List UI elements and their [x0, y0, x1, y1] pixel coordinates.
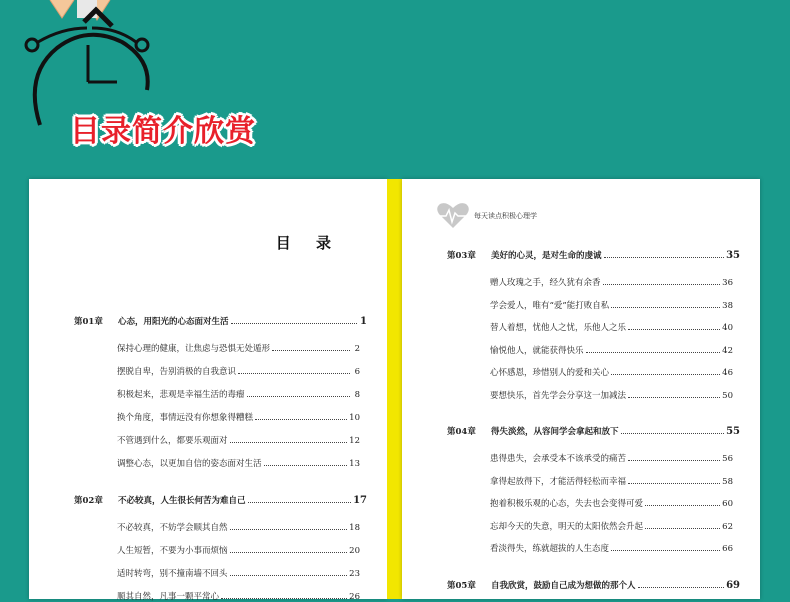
toc-entry-title: 顺其自然，凡事一颗平常心	[117, 592, 220, 602]
toc-item-row	[490, 497, 733, 509]
toc-item-row	[490, 389, 733, 401]
dot-leader	[628, 460, 720, 461]
toc-page-number: 40	[722, 323, 733, 333]
toc-item-row	[490, 520, 733, 532]
toc-page-number: 10	[349, 413, 360, 423]
dot-leader	[231, 323, 357, 324]
dot-leader	[611, 374, 720, 375]
toc-chapter-number: 第05章	[447, 580, 476, 591]
toc-entry-title: 美好的心灵，是对生命的虔诚	[491, 251, 602, 261]
toc-entry-title: 抱着积极乐观的心态，失去也会变得可爱	[490, 499, 644, 509]
toc-page-number: 56	[722, 454, 733, 464]
toc-right-page	[402, 179, 760, 599]
toc-chapter-number: 第04章	[447, 427, 476, 437]
toc-entry-title: 自我欣赏，鼓励自己成为想做的那个人	[491, 580, 636, 591]
toc-entry-title: 看淡得失，练就超拔的人生态度	[490, 544, 610, 554]
section-banner-title: 目录简介欣赏	[70, 114, 256, 149]
toc-entry-title: 适时转弯，别不撞南墙不回头	[117, 569, 228, 579]
dot-leader	[611, 550, 720, 551]
heart-logo-icon	[436, 202, 470, 230]
dot-leader	[603, 284, 721, 285]
toc-page-number: 38	[722, 300, 733, 311]
toc-item-row	[117, 434, 360, 446]
toc-entry-title: 心态，用阳光的心态面对生活	[118, 317, 229, 327]
dot-leader	[230, 552, 348, 553]
toc-page-number: 50	[722, 390, 733, 401]
toc-entry-title: 要想快乐，首先学会分享这一加减法	[490, 390, 627, 401]
toc-page-number: 60	[722, 499, 733, 509]
toc-page-number: 13	[349, 459, 360, 469]
toc-chapter-row	[447, 579, 740, 591]
dot-leader	[272, 350, 350, 351]
toc-item-row	[117, 567, 360, 579]
toc-item-row	[490, 344, 733, 356]
toc-entry-title: 不管遇到什么，都要乐观面对	[117, 436, 228, 446]
dot-leader	[586, 352, 721, 353]
toc-chapter-row	[447, 249, 740, 261]
toc-page-number: 36	[722, 278, 733, 288]
dot-leader	[604, 257, 725, 258]
toc-item-row	[117, 544, 360, 556]
dot-leader	[255, 419, 347, 420]
dot-leader	[628, 397, 720, 398]
toc-page-number: 62	[722, 521, 733, 532]
toc-page-number: 69	[726, 579, 740, 591]
toc-item-row	[490, 475, 733, 487]
running-header	[436, 202, 537, 230]
dot-leader	[628, 329, 720, 330]
dot-leader	[230, 529, 348, 530]
dot-leader	[238, 373, 350, 374]
toc-page-number: 35	[726, 250, 740, 261]
toc-item-row	[117, 365, 360, 377]
toc-entry-title: 忘却今天的失意，明天的太阳依然会升起	[490, 521, 644, 532]
dot-leader	[645, 528, 720, 529]
book-spine	[387, 179, 402, 599]
toc-left-page	[29, 179, 387, 602]
toc-chapter-row	[74, 315, 367, 327]
toc-entry-title: 人生短暂，不要为小事而烦恼	[117, 546, 228, 556]
toc-item-row	[117, 411, 360, 423]
toc-entry-title: 摆脱自卑，告别消极的自我意识	[117, 367, 237, 377]
toc-chapter-number: 第02章	[74, 496, 103, 506]
toc-entry-title: 替人着想，忧他人之忧，乐他人之乐	[490, 323, 627, 333]
toc-page-number: 23	[349, 569, 360, 579]
toc-page-number: 17	[353, 495, 367, 506]
toc-entry-title: 赠人玫瑰之手，经久犹有余香	[490, 278, 601, 288]
toc-item-row	[117, 342, 360, 354]
toc-page-number: 55	[726, 426, 740, 437]
toc-chapter-number: 第01章	[74, 317, 103, 327]
toc-page-number: 42	[722, 345, 733, 356]
dot-leader	[264, 465, 348, 466]
toc-item-row	[490, 452, 733, 464]
toc-entry-title: 心怀感恩，珍惜别人的爱和关心	[490, 368, 610, 378]
toc-heading: 目 录	[275, 234, 341, 252]
toc-page-number: 2	[354, 344, 360, 354]
dot-leader	[621, 433, 725, 434]
dot-leader	[611, 307, 720, 308]
toc-item-row	[490, 366, 733, 378]
toc-page-number: 12	[349, 436, 360, 446]
dot-leader	[645, 505, 720, 506]
toc-entry-title: 不必较真，人生很长何苦为难自己	[118, 496, 246, 506]
toc-item-row	[117, 590, 360, 602]
toc-entry-title: 愉悦他人，就能获得快乐	[490, 345, 584, 356]
toc-page-number: 20	[349, 546, 360, 556]
toc-chapter-number: 第03章	[447, 251, 476, 261]
toc-item-row	[117, 521, 360, 533]
toc-page-number: 26	[349, 592, 360, 602]
toc-chapter-row	[447, 425, 740, 437]
toc-entry-title: 患得患失，会承受本不该承受的痛苦	[490, 454, 627, 464]
toc-entry-title: 换个角度，事情远没有你想象得糟糕	[117, 413, 254, 423]
dot-leader	[628, 483, 720, 484]
toc-item-row	[490, 321, 733, 333]
dot-leader	[230, 575, 348, 576]
dot-leader	[247, 396, 350, 397]
toc-entry-title: 拿得起放得下，才能活得轻松而幸福	[490, 476, 627, 487]
toc-page-number: 18	[349, 523, 360, 533]
toc-entry-title: 调整心态，以更加自信的姿态面对生活	[117, 459, 262, 469]
running-header-text: 每天读点积极心理学	[474, 212, 537, 220]
toc-item-row	[490, 542, 733, 554]
toc-page-number: 46	[722, 368, 733, 378]
toc-page-number: 8	[354, 390, 360, 400]
dot-leader	[230, 442, 348, 443]
toc-page-number: 58	[722, 476, 733, 487]
toc-chapter-row	[74, 494, 367, 506]
toc-entry-title: 得失淡然，从容间学会拿起和放下	[491, 427, 619, 437]
toc-page-number: 6	[354, 367, 360, 377]
toc-item-row	[117, 388, 360, 400]
dot-leader	[248, 502, 352, 503]
dot-leader	[221, 598, 347, 599]
toc-item-row	[490, 299, 733, 311]
toc-entry-title: 积极起来，悲观是幸福生活的毒瘤	[117, 390, 245, 400]
toc-page-number: 66	[722, 544, 733, 554]
toc-entry-title: 学会爱人，唯有“爱”能打败自私	[490, 300, 610, 311]
toc-page-number: 1	[360, 316, 367, 327]
toc-entry-title: 保持心理的健康，让焦虑与恐惧无处遁形	[117, 344, 271, 354]
toc-entry-title: 不必较真，不妨学会顺其自然	[117, 523, 228, 533]
toc-item-row	[490, 276, 733, 288]
toc-item-row	[117, 457, 360, 469]
dot-leader	[638, 587, 725, 588]
